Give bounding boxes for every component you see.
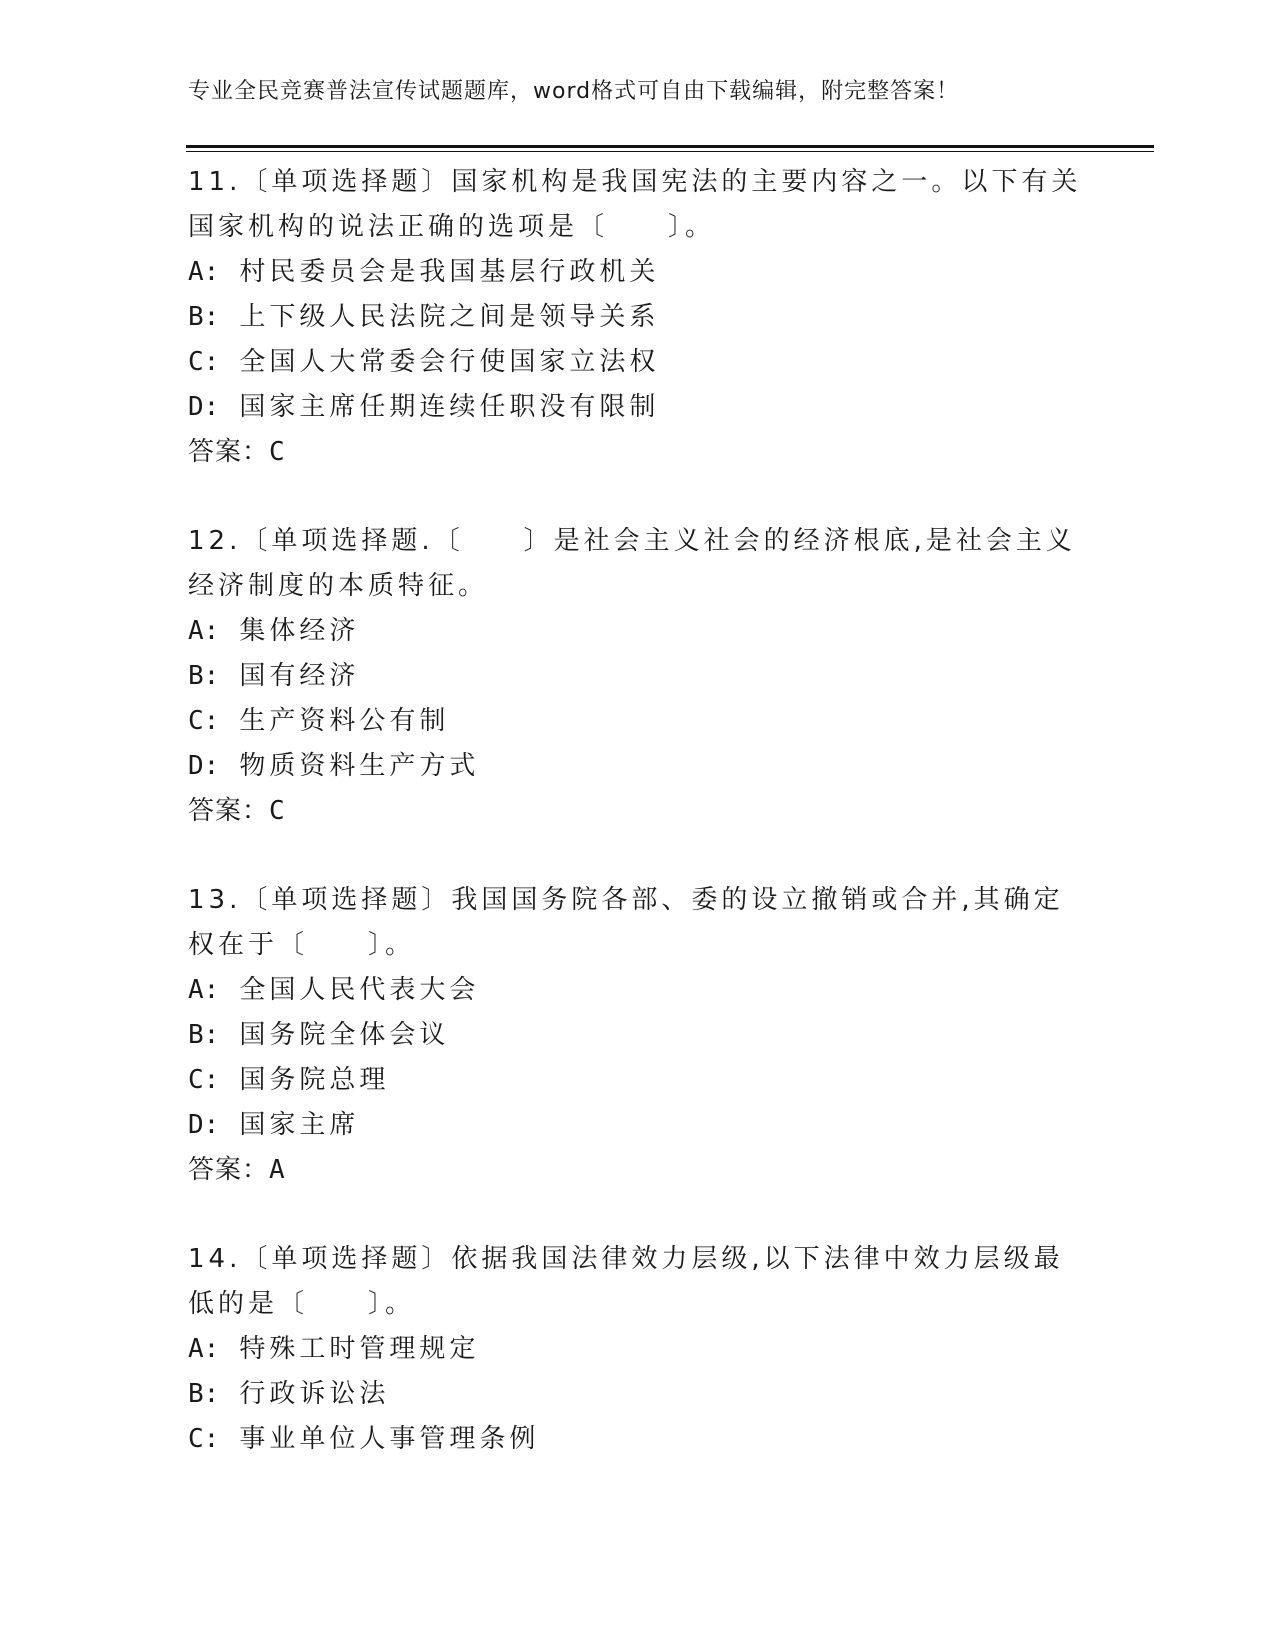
question-text: 13.〔单项选择题〕我国国务院各部、委的设立撤销或合并,其确定权在于〔 〕。 — [188, 885, 1064, 960]
header-rule-thick — [186, 145, 1154, 148]
option-text: 国有经济 — [239, 661, 360, 691]
option-letter: C: — [188, 706, 220, 736]
option-text: 全国人大常委会行使国家立法权 — [239, 347, 660, 377]
answer-value: C — [269, 796, 286, 826]
question-13 — [188, 878, 1088, 1193]
page-header-note: 专业全民竞赛普法宣传试题题库，word格式可自由下载编辑，附完整答案！ — [188, 79, 960, 104]
option-a — [188, 250, 1088, 295]
option-text: 集体经济 — [239, 616, 360, 646]
option-a — [188, 1327, 1088, 1372]
answer-value: A — [269, 1155, 286, 1185]
question-text: 11.〔单项选择题〕国家机构是我国宪法的主要内容之一。以下有关国家机构的说法正确的选项是〔 〕。 — [188, 167, 1082, 242]
option-letter: B: — [188, 661, 220, 691]
option-letter: B: — [188, 1020, 220, 1050]
option-text: 国家主席 — [239, 1110, 360, 1140]
option-text: 特殊工时管理规定 — [239, 1334, 480, 1364]
option-text: 国务院全体会议 — [239, 1020, 450, 1050]
option-letter: C: — [188, 347, 220, 377]
option-b — [188, 1372, 1088, 1417]
question-11 — [188, 160, 1088, 475]
option-b — [188, 654, 1088, 699]
answer-line — [188, 789, 1088, 834]
option-a — [188, 609, 1088, 654]
option-text: 村民委员会是我国基层行政机关 — [239, 257, 660, 287]
option-text: 上下级人民法院之间是领导关系 — [239, 302, 660, 332]
header-rule-thin — [186, 151, 1154, 152]
answer-label: 答案： — [188, 1155, 270, 1185]
option-c — [188, 1417, 1088, 1462]
option-b — [188, 1013, 1088, 1058]
option-text: 行政诉讼法 — [239, 1379, 390, 1409]
question-text: 14.〔单项选择题〕依据我国法律效力层级,以下法律中效力层级最低的是〔 〕。 — [188, 1244, 1064, 1319]
option-b — [188, 295, 1088, 340]
option-letter: D: — [188, 392, 220, 422]
question-12 — [188, 519, 1088, 834]
option-letter: B: — [188, 1379, 220, 1409]
option-letter: D: — [188, 751, 220, 781]
option-letter: C: — [188, 1424, 220, 1454]
option-d — [188, 744, 1088, 789]
option-c — [188, 1058, 1088, 1103]
option-letter: A: — [188, 616, 220, 646]
option-a — [188, 968, 1088, 1013]
option-letter: B: — [188, 302, 220, 332]
answer-value: C — [269, 437, 286, 467]
answer-label: 答案： — [188, 796, 270, 826]
answer-line — [188, 430, 1088, 475]
answer-label: 答案： — [188, 437, 270, 467]
option-letter: C: — [188, 1065, 220, 1095]
option-text: 国务院总理 — [239, 1065, 390, 1095]
option-d — [188, 385, 1088, 430]
answer-line — [188, 1148, 1088, 1193]
question-14 — [188, 1237, 1088, 1462]
option-text: 国家主席任期连续任职没有限制 — [239, 392, 660, 422]
question-text: 12.〔单项选择题.〔 〕是社会主义社会的经济根底,是社会主义经济制度的本质特征。 — [188, 526, 1076, 601]
option-text: 全国人民代表大会 — [239, 975, 480, 1005]
option-text: 生产资料公有制 — [239, 706, 450, 736]
option-letter: A: — [188, 1334, 220, 1364]
option-letter: A: — [188, 257, 220, 287]
question-list — [188, 160, 1088, 1506]
option-letter: D: — [188, 1110, 220, 1140]
option-d — [188, 1103, 1088, 1148]
option-letter: A: — [188, 975, 220, 1005]
option-c — [188, 340, 1088, 385]
option-text: 物质资料生产方式 — [239, 751, 480, 781]
option-c — [188, 699, 1088, 744]
option-text: 事业单位人事管理条例 — [239, 1424, 540, 1454]
